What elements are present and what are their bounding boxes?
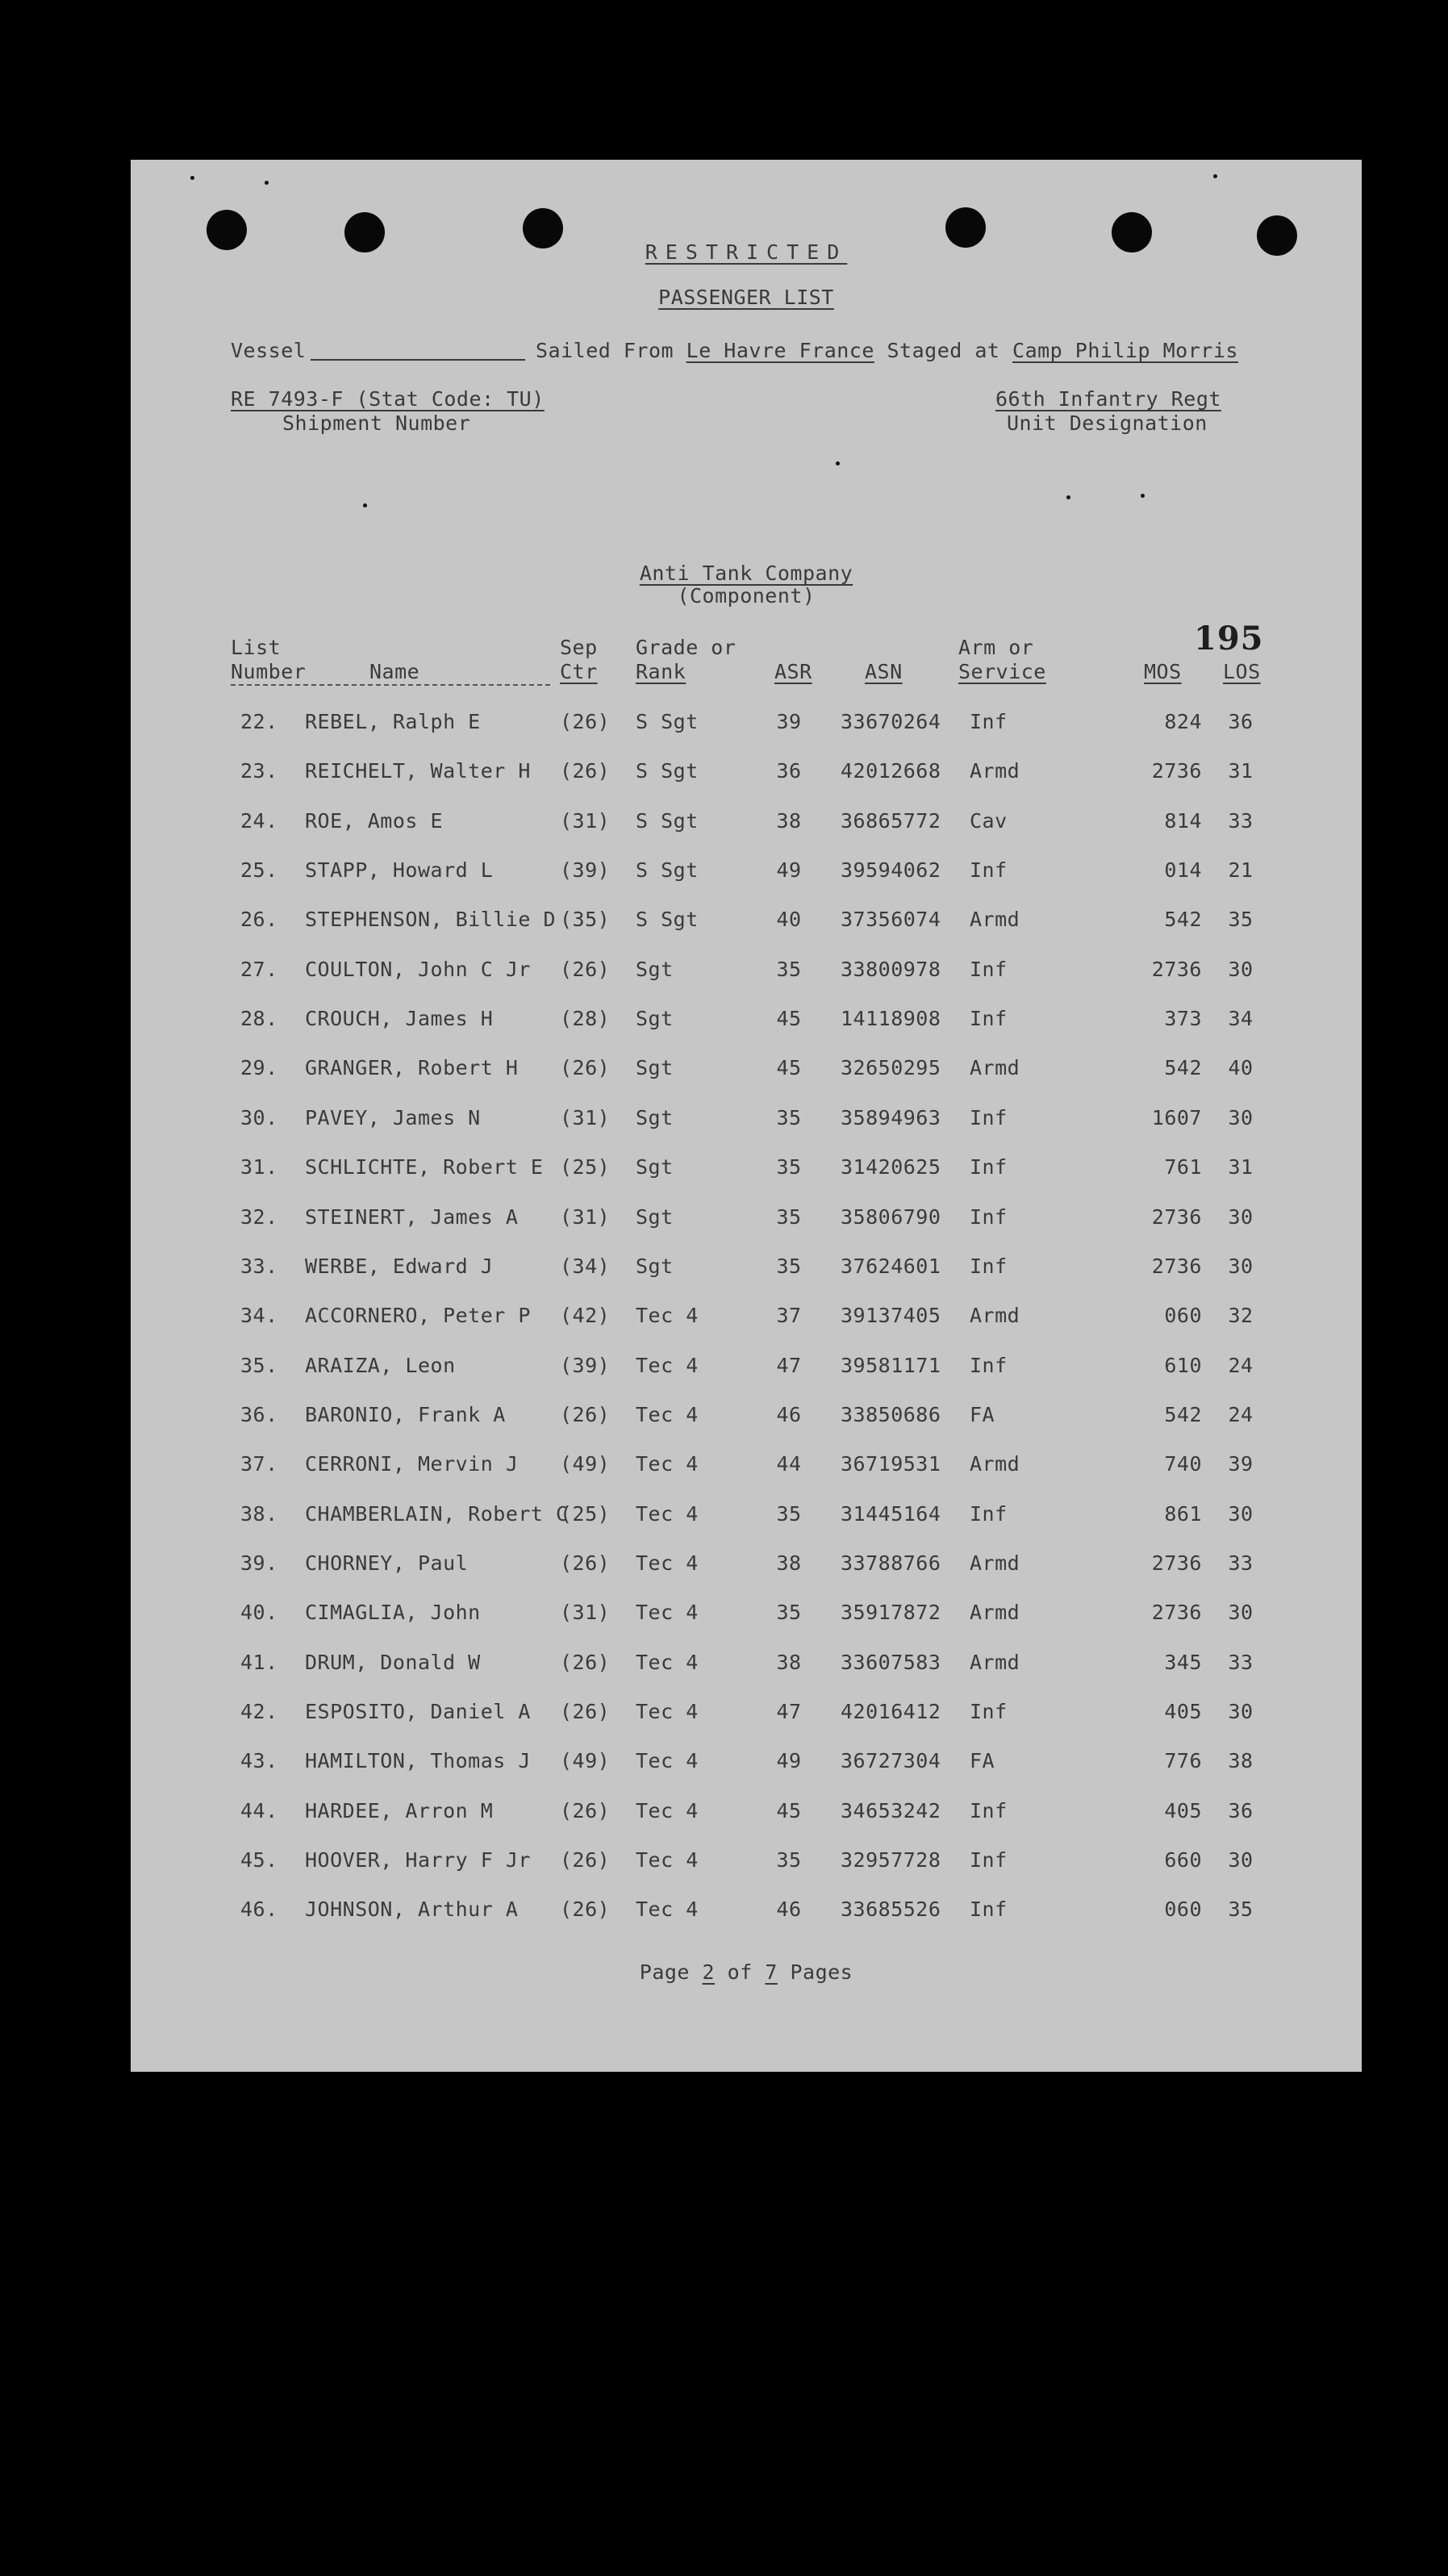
arm-service: Inf: [970, 1700, 1008, 1723]
asr-score: 38: [776, 808, 802, 833]
los-value: 31: [1228, 759, 1254, 783]
los-value: 30: [1228, 1204, 1254, 1229]
table-row: [131, 1007, 1362, 1039]
separation-center: (25): [560, 1155, 611, 1179]
passenger-name: REICHELT, Walter H: [305, 759, 531, 783]
los-value: 30: [1228, 1848, 1254, 1873]
los-value: 30: [1228, 957, 1254, 981]
army-serial-number: 39581171: [841, 1353, 941, 1377]
grade-rank: Sgt: [636, 1105, 674, 1129]
army-serial-number: 32957728: [841, 1848, 941, 1873]
list-number: 22.: [240, 710, 278, 733]
asr-score: 35: [776, 1601, 802, 1625]
staged-at-value: Camp Philip Morris: [1012, 339, 1238, 362]
grade-rank: Tec 4: [636, 1798, 699, 1822]
col-asn: ASN: [865, 660, 903, 683]
passenger-name: JOHNSON, Arthur A: [305, 1898, 519, 1922]
table-row: [131, 908, 1362, 940]
table-row: [131, 1651, 1362, 1683]
los-value: 33: [1228, 1551, 1254, 1575]
vessel-line: [231, 339, 525, 362]
army-serial-number: 33850686: [841, 1402, 941, 1426]
staged-at-label: Staged at: [887, 339, 1000, 362]
separation-center: (26): [560, 710, 611, 733]
los-value: 38: [1228, 1749, 1254, 1773]
table-row: [131, 1502, 1362, 1534]
asr-score: 47: [776, 1353, 802, 1377]
table-row: [131, 1304, 1362, 1336]
passenger-name: PAVEY, James N: [305, 1105, 481, 1129]
army-serial-number: 36865772: [841, 808, 941, 833]
table-row: [131, 1354, 1362, 1386]
passenger-name: WERBE, Edward J: [305, 1254, 494, 1278]
army-serial-number: 35806790: [841, 1204, 941, 1229]
arm-service: Armd: [970, 1650, 1020, 1674]
mos-code: 861: [1164, 1501, 1202, 1526]
speck: [265, 181, 269, 185]
arm-service: Inf: [970, 1898, 1008, 1922]
table-row: [131, 759, 1362, 791]
list-number: 36.: [240, 1402, 278, 1426]
table-row: [131, 1799, 1362, 1831]
arm-service: Inf: [970, 1155, 1008, 1179]
col-arm-line2: Service: [958, 660, 1046, 683]
arm-service: Inf: [970, 1105, 1008, 1129]
los-value: 36: [1228, 710, 1254, 733]
grade-rank: Tec 4: [636, 1650, 699, 1674]
page-suffix: Pages: [790, 1960, 853, 1984]
separation-center: (28): [560, 1007, 611, 1031]
separation-center: (31): [560, 1105, 611, 1129]
los-value: 30: [1228, 1254, 1254, 1278]
speck: [1066, 495, 1070, 499]
grade-rank: S Sgt: [636, 908, 699, 932]
mos-code: 060: [1164, 1898, 1202, 1922]
separation-center: (26): [560, 1848, 611, 1873]
table-row: [131, 858, 1362, 891]
separation-center: (26): [560, 1650, 611, 1674]
passenger-name: CHAMBERLAIN, Robert C: [305, 1501, 569, 1526]
asr-score: 38: [776, 1551, 802, 1575]
los-value: 34: [1228, 1007, 1254, 1031]
los-value: 40: [1228, 1056, 1254, 1080]
grade-rank: Tec 4: [636, 1749, 699, 1773]
passenger-name: HARDEE, Arron M: [305, 1798, 494, 1822]
grade-rank: S Sgt: [636, 858, 699, 883]
list-number: 39.: [240, 1551, 278, 1575]
los-value: 31: [1228, 1155, 1254, 1179]
los-value: 30: [1228, 1700, 1254, 1723]
mos-code: 610: [1164, 1353, 1202, 1377]
army-serial-number: 36727304: [841, 1749, 941, 1773]
col-sep-line2: Ctr: [560, 660, 598, 683]
los-value: 21: [1228, 858, 1254, 883]
mos-code: 060: [1164, 1304, 1202, 1328]
speck: [190, 176, 194, 180]
passenger-name: CERRONI, Mervin J: [305, 1452, 519, 1476]
list-number: 33.: [240, 1254, 278, 1278]
component-name: Anti Tank Company: [639, 562, 853, 585]
passenger-name: STAPP, Howard L: [305, 858, 494, 883]
asr-score: 46: [776, 1402, 802, 1426]
mos-code: 660: [1164, 1848, 1202, 1873]
table-row: [131, 1749, 1362, 1781]
asr-score: 45: [776, 1007, 802, 1031]
table-row: [131, 1898, 1362, 1930]
asr-score: 35: [776, 1254, 802, 1278]
list-number: 35.: [240, 1353, 278, 1377]
list-number: 43.: [240, 1749, 278, 1773]
separation-center: (26): [560, 1700, 611, 1723]
shipment-number-value: RE 7493-F (Stat Code: TU): [231, 387, 545, 411]
speck: [836, 461, 840, 466]
mos-code: 542: [1164, 908, 1202, 932]
grade-rank: Tec 4: [636, 1353, 699, 1377]
list-number: 44.: [240, 1798, 278, 1822]
army-serial-number: 42012668: [841, 759, 941, 783]
army-serial-number: 14118908: [841, 1007, 941, 1031]
passenger-name: CIMAGLIA, John: [305, 1601, 481, 1625]
vessel-blank: [311, 359, 525, 361]
army-serial-number: 34653242: [841, 1798, 941, 1822]
army-serial-number: 42016412: [841, 1700, 941, 1723]
separation-center: (31): [560, 1601, 611, 1625]
army-serial-number: 33607583: [841, 1650, 941, 1674]
passenger-name: BARONIO, Frank A: [305, 1402, 506, 1426]
passenger-name: COULTON, John C Jr: [305, 957, 531, 981]
passenger-name: GRANGER, Robert H: [305, 1056, 519, 1080]
passenger-name: DRUM, Donald W: [305, 1650, 481, 1674]
separation-center: (26): [560, 1056, 611, 1080]
separation-center: (25): [560, 1501, 611, 1526]
restricted-heading: RESTRICTED: [645, 240, 848, 264]
grade-rank: Tec 4: [636, 1700, 699, 1723]
mos-code: 014: [1164, 858, 1202, 883]
army-serial-number: 37624601: [841, 1254, 941, 1278]
arm-service: Armd: [970, 1551, 1020, 1575]
mos-code: 740: [1164, 1452, 1202, 1476]
asr-score: 36: [776, 759, 802, 783]
page-current: 2: [702, 1960, 716, 1984]
separation-center: (49): [560, 1749, 611, 1773]
grade-rank: S Sgt: [636, 808, 699, 833]
list-number: 38.: [240, 1501, 278, 1526]
table-row: [131, 1403, 1362, 1435]
arm-service: Armd: [970, 1452, 1020, 1476]
vessel-label: Vessel: [231, 339, 307, 362]
page-of: of: [727, 1960, 753, 1984]
col-asr: ASR: [774, 660, 812, 683]
list-number: 41.: [240, 1650, 278, 1674]
separation-center: (42): [560, 1304, 611, 1328]
grade-rank: Tec 4: [636, 1304, 699, 1328]
list-number: 46.: [240, 1898, 278, 1922]
col-mos: MOS: [1144, 660, 1182, 683]
col-sep-line1: Sep: [560, 636, 598, 659]
los-value: 36: [1228, 1798, 1254, 1822]
list-number: 30.: [240, 1105, 278, 1129]
component-label: (Component): [677, 584, 816, 607]
asr-score: 49: [776, 1749, 802, 1773]
arm-service: Inf: [970, 1353, 1008, 1377]
speck: [1213, 174, 1217, 178]
separation-center: (26): [560, 759, 611, 783]
list-number: 34.: [240, 1304, 278, 1328]
mos-code: 2736: [1151, 1551, 1202, 1575]
grade-rank: S Sgt: [636, 759, 699, 783]
separation-center: (39): [560, 1353, 611, 1377]
los-value: 39: [1228, 1452, 1254, 1476]
asr-score: 45: [776, 1056, 802, 1080]
list-number: 32.: [240, 1204, 278, 1229]
separation-center: (31): [560, 808, 611, 833]
grade-rank: Tec 4: [636, 1501, 699, 1526]
los-value: 30: [1228, 1601, 1254, 1625]
asr-score: 35: [776, 1501, 802, 1526]
speck: [1141, 494, 1145, 498]
mos-code: 2736: [1151, 957, 1202, 981]
asr-score: 35: [776, 957, 802, 981]
passenger-name: CROUCH, James H: [305, 1007, 494, 1031]
sailed-from-value: Le Havre France: [686, 339, 874, 362]
arm-service: FA: [970, 1749, 995, 1773]
passenger-name: SCHLICHTE, Robert E: [305, 1155, 544, 1179]
speck: [363, 503, 367, 507]
mos-code: 373: [1164, 1007, 1202, 1031]
arm-service: Cav: [970, 808, 1008, 833]
separation-center: (39): [560, 858, 611, 883]
passenger-name: STEPHENSON, Billie D: [305, 908, 557, 932]
separation-center: (26): [560, 1402, 611, 1426]
list-number: 25.: [240, 858, 278, 883]
passenger-name: REBEL, Ralph E: [305, 710, 481, 733]
separation-center: (31): [560, 1204, 611, 1229]
page-prefix: Page: [639, 1960, 690, 1984]
asr-score: 49: [776, 858, 802, 883]
separation-center: (26): [560, 1898, 611, 1922]
list-number: 28.: [240, 1007, 278, 1031]
los-value: 30: [1228, 1501, 1254, 1526]
army-serial-number: 33670264: [841, 710, 941, 733]
separation-center: (35): [560, 908, 611, 932]
separation-center: (34): [560, 1254, 611, 1278]
passenger-name: HAMILTON, Thomas J: [305, 1749, 531, 1773]
list-number: 40.: [240, 1601, 278, 1625]
asr-score: 37: [776, 1304, 802, 1328]
arm-service: Armd: [970, 1601, 1020, 1625]
army-serial-number: 33800978: [841, 957, 941, 981]
asr-score: 46: [776, 1898, 802, 1922]
col-list-line2: Number: [231, 660, 307, 683]
arm-service: Inf: [970, 1204, 1008, 1229]
los-value: 32: [1228, 1304, 1254, 1328]
mos-code: 405: [1164, 1700, 1202, 1723]
grade-rank: Sgt: [636, 1204, 674, 1229]
army-serial-number: 33788766: [841, 1551, 941, 1575]
mos-code: 542: [1164, 1402, 1202, 1426]
army-serial-number: 39594062: [841, 858, 941, 883]
col-list-line1: List: [231, 636, 282, 659]
arm-service: Inf: [970, 1798, 1008, 1822]
grade-rank: Sgt: [636, 1254, 674, 1278]
table-row: [131, 710, 1362, 742]
separation-center: (26): [560, 957, 611, 981]
mos-code: 761: [1164, 1155, 1202, 1179]
asr-score: 38: [776, 1650, 802, 1674]
asr-score: 35: [776, 1155, 802, 1179]
asr-score: 44: [776, 1452, 802, 1476]
arm-service: Inf: [970, 1007, 1008, 1031]
grade-rank: Sgt: [636, 1007, 674, 1031]
separation-center: (26): [560, 1551, 611, 1575]
arm-service: Inf: [970, 1848, 1008, 1873]
los-value: 33: [1228, 808, 1254, 833]
army-serial-number: 31445164: [841, 1501, 941, 1526]
los-value: 33: [1228, 1650, 1254, 1674]
los-value: 24: [1228, 1402, 1254, 1426]
page-footer: [131, 1960, 1362, 1984]
shipment-number-label: Shipment Number: [282, 411, 471, 435]
arm-service: Inf: [970, 710, 1008, 733]
list-number: 24.: [240, 808, 278, 833]
table-row: [131, 1106, 1362, 1138]
army-serial-number: 39137405: [841, 1304, 941, 1328]
list-number: 42.: [240, 1700, 278, 1723]
mos-code: 2736: [1151, 1601, 1202, 1625]
army-serial-number: 37356074: [841, 908, 941, 932]
asr-score: 35: [776, 1204, 802, 1229]
col-name: Name: [369, 660, 420, 683]
unit-designation-label: Unit Designation: [1007, 411, 1208, 435]
passenger-name: STEINERT, James A: [305, 1204, 519, 1229]
los-value: 35: [1228, 1898, 1254, 1922]
grade-rank: Sgt: [636, 1056, 674, 1080]
unit-designation-value: 66th Infantry Regt: [995, 387, 1221, 411]
asr-score: 39: [776, 710, 802, 733]
table-row: [131, 958, 1362, 990]
col-arm-line1: Arm or: [958, 636, 1034, 659]
separation-center: (26): [560, 1798, 611, 1822]
mos-code: 2736: [1151, 1254, 1202, 1278]
list-number: 26.: [240, 908, 278, 932]
passenger-name: CHORNEY, Paul: [305, 1551, 469, 1575]
passenger-name: HOOVER, Harry F Jr: [305, 1848, 531, 1873]
document-page: [131, 160, 1362, 2072]
grade-rank: Tec 4: [636, 1848, 699, 1873]
col-los: LOS: [1223, 660, 1261, 683]
arm-service: Inf: [970, 1501, 1008, 1526]
arm-service: Inf: [970, 1254, 1008, 1278]
table-row: [131, 1452, 1362, 1484]
arm-service: Inf: [970, 858, 1008, 883]
list-number: 31.: [240, 1155, 278, 1179]
table-row: [131, 809, 1362, 841]
passenger-list-title: PASSENGER LIST: [658, 286, 834, 309]
asr-score: 35: [776, 1105, 802, 1129]
sailed-from-label: Sailed From: [536, 339, 674, 362]
list-number: 27.: [240, 957, 278, 981]
list-number: 37.: [240, 1452, 278, 1476]
mos-code: 814: [1164, 808, 1202, 833]
los-value: 24: [1228, 1353, 1254, 1377]
mos-code: 824: [1164, 710, 1202, 733]
grade-rank: Tec 4: [636, 1551, 699, 1575]
page-total: 7: [765, 1960, 778, 1984]
arm-service: Inf: [970, 957, 1008, 981]
table-row: [131, 1155, 1362, 1188]
table-row: [131, 1700, 1362, 1732]
army-serial-number: 35894963: [841, 1105, 941, 1129]
arm-service: Armd: [970, 908, 1020, 932]
col-grade-line1: Grade or: [636, 636, 737, 659]
mos-code: 776: [1164, 1749, 1202, 1773]
sailed-from-line: [536, 339, 1238, 362]
mos-code: 405: [1164, 1798, 1202, 1822]
los-value: 35: [1228, 908, 1254, 932]
mos-code: 345: [1164, 1650, 1202, 1674]
army-serial-number: 32650295: [841, 1056, 941, 1080]
passenger-name: ACCORNERO, Peter P: [305, 1304, 531, 1328]
table-row: [131, 1601, 1362, 1633]
mos-code: 1607: [1151, 1105, 1202, 1129]
col-grade-line2: Rank: [636, 660, 686, 683]
passenger-name: ROE, Amos E: [305, 808, 444, 833]
arm-service: Armd: [970, 1304, 1020, 1328]
passenger-name: ARAIZA, Leon: [305, 1353, 456, 1377]
grade-rank: Tec 4: [636, 1402, 699, 1426]
army-serial-number: 36719531: [841, 1452, 941, 1476]
army-serial-number: 33685526: [841, 1898, 941, 1922]
grade-rank: Sgt: [636, 1155, 674, 1179]
grade-rank: Sgt: [636, 957, 674, 981]
asr-score: 47: [776, 1700, 802, 1723]
mos-code: 542: [1164, 1056, 1202, 1080]
separation-center: (49): [560, 1452, 611, 1476]
arm-service: FA: [970, 1402, 995, 1426]
army-serial-number: 35917872: [841, 1601, 941, 1625]
list-number: 45.: [240, 1848, 278, 1873]
list-number: 29.: [240, 1056, 278, 1080]
table-row: [131, 1056, 1362, 1088]
arm-service: Armd: [970, 1056, 1020, 1080]
grade-rank: Tec 4: [636, 1898, 699, 1922]
army-serial-number: 31420625: [841, 1155, 941, 1179]
asr-score: 40: [776, 908, 802, 932]
arm-service: Armd: [970, 759, 1020, 783]
table-row: [131, 1255, 1362, 1287]
asr-score: 35: [776, 1848, 802, 1873]
mos-code: 2736: [1151, 759, 1202, 783]
list-number: 23.: [240, 759, 278, 783]
grade-rank: Tec 4: [636, 1452, 699, 1476]
los-value: 30: [1228, 1105, 1254, 1129]
grade-rank: S Sgt: [636, 710, 699, 733]
grade-rank: Tec 4: [636, 1601, 699, 1625]
table-row: [131, 1848, 1362, 1881]
asr-score: 45: [776, 1798, 802, 1822]
passenger-name: ESPOSITO, Daniel A: [305, 1700, 531, 1723]
table-row: [131, 1205, 1362, 1238]
stamp-number: 195: [1194, 620, 1264, 658]
table-row: [131, 1551, 1362, 1584]
mos-code: 2736: [1151, 1204, 1202, 1229]
